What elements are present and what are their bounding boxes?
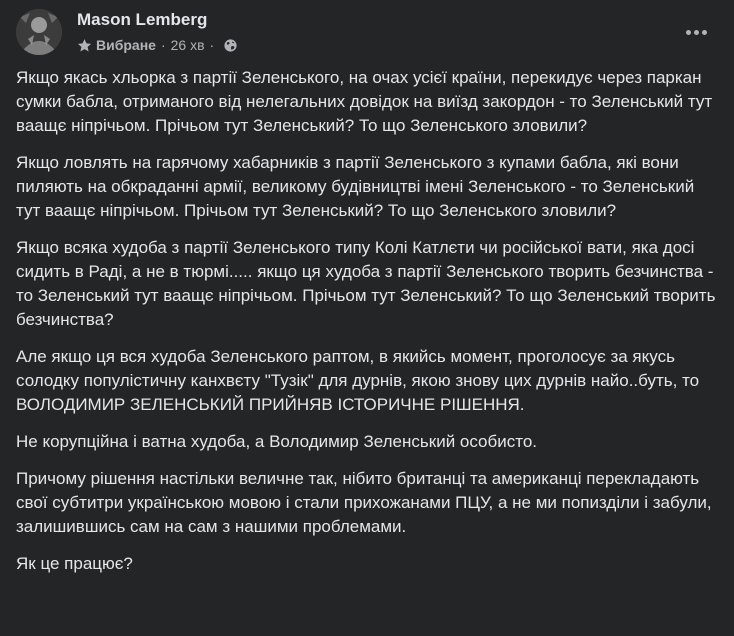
- more-options-icon-dot: [686, 30, 691, 35]
- more-options-icon-dot: [694, 30, 699, 35]
- post-meta: [77, 36, 237, 54]
- star-icon: [77, 38, 92, 53]
- audience-label[interactable]: Вибране: [96, 37, 156, 53]
- post-timestamp[interactable]: 26 хв: [170, 37, 205, 53]
- post-paragraph: Не корупційна і ватна худоба, а Володимир Зеленський особисто.: [16, 432, 538, 451]
- author-avatar[interactable]: [16, 9, 62, 55]
- post-paragraph: Але якщо ця вся худоба Зеленського раптом, в якийсь момент, проголосує за якусь солодку популістичну канхвєту "Тузік" для дурнів, якою знову цих дурнів найо..буть, то ВОЛОДИМИР ЗЕЛЕНСЬКИЙ ПРИЙНЯВ ІСТОРИЧНЕ РІШЕННЯ.: [16, 347, 700, 414]
- meta-separator-2: ·: [209, 37, 215, 53]
- post-body: [16, 66, 718, 589]
- post-header: [16, 8, 718, 58]
- post-paragraph: Причому рішення настільки величне так, нібито британці та американці перекладають свої субтитри українською мовою і стали прихожанами ПЦУ, а не ми попизділи і забули, залишившись сам на сам з нашими проблемами.: [16, 469, 712, 536]
- post-paragraph: Якщо ловлять на гарячому хабарників з партії Зеленського з купами бабла, які вони пиляють на обкраданні армії, великому будівництві імені Зеленського - то Зеленський тут ваащє ніпрічьом. Прічьом тут Зеленський? То що Зеленського зловили?: [16, 153, 695, 220]
- profile-avatar-icon: [16, 9, 62, 55]
- globe-icon[interactable]: [224, 39, 237, 52]
- post-paragraph: Якщо якась хльорка з партії Зеленського, на очах усієї країни, перекидує через паркан сумки бабла, отриманого від нелегальних довідок на виїзд закордон - то Зеленський тут ваащє ніпрічьом. Прічьом тут Зеленський? То що Зеленського зловили?: [16, 68, 713, 135]
- more-options-icon-dot: [702, 30, 707, 35]
- post-paragraph: Як це працює?: [16, 554, 133, 573]
- meta-separator: ·: [160, 37, 166, 53]
- author-name[interactable]: Mason Lemberg: [77, 10, 208, 29]
- more-options-button[interactable]: [678, 14, 714, 50]
- post-paragraph: Якщо всяка худоба з партії Зеленського типу Колі Катлєти чи російської вати, яка досі сидить в Раді, а не в тюрмі..... якщо ця худоба з партії Зеленського творить безчинства - то Зеленський тут ваащє ніпрічьом. Прічьом тут Зеленський? То що Зеленський творить безчинства?: [16, 238, 716, 329]
